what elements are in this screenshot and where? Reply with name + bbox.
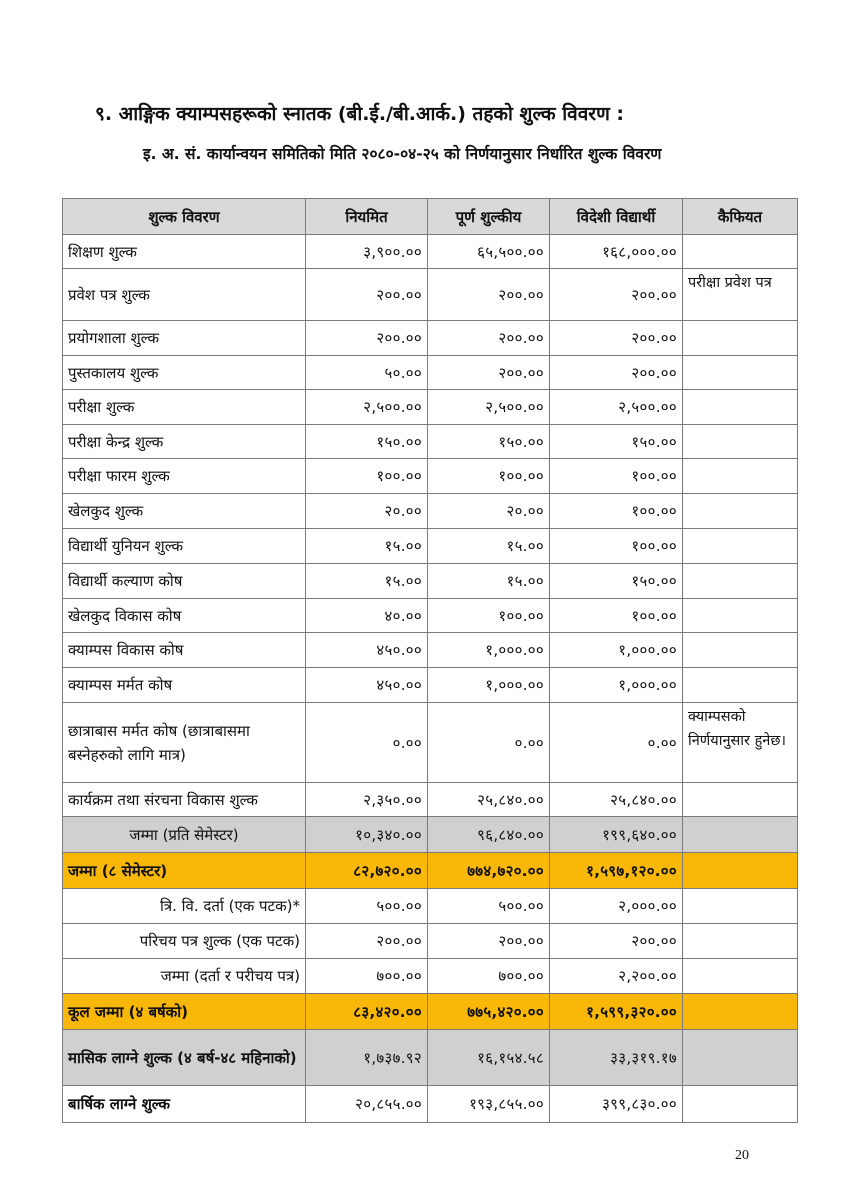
row-remarks <box>683 633 798 668</box>
grand-total-row <box>63 994 798 1030</box>
one-time-row <box>63 924 798 959</box>
one-time-full-fee: ५००.०० <box>428 889 550 924</box>
one-time-label: जम्मा (दर्ता र परीचय पत्र) <box>63 959 306 994</box>
monthly-regular: १,७३७.९२ <box>306 1030 428 1086</box>
header-foreign: विदेशी विद्यार्थी <box>550 199 683 235</box>
row-remarks <box>683 783 798 817</box>
table-row <box>63 235 798 269</box>
page-number: 20 <box>735 1148 749 1163</box>
fee-table <box>62 198 798 1123</box>
row-regular: १००.०० <box>306 459 428 494</box>
eight-semester-regular: ८२,७२०.०० <box>306 853 428 889</box>
one-time-full-fee: ७००.०० <box>428 959 550 994</box>
row-foreign: १५०.०० <box>550 564 683 599</box>
per-semester-full-fee: ९६,८४०.०० <box>428 817 550 853</box>
row-foreign: १६८,०००.०० <box>550 235 683 269</box>
per-semester-label: जम्मा (प्रति सेमेस्टर) <box>63 817 306 853</box>
one-time-regular: २००.०० <box>306 924 428 959</box>
row-foreign: २५,८४०.०० <box>550 783 683 817</box>
row-foreign: १,०००.०० <box>550 633 683 668</box>
row-foreign: १००.०० <box>550 529 683 564</box>
row-full-fee: १५.०० <box>428 529 550 564</box>
yearly-remarks <box>683 1086 798 1123</box>
per-semester-remarks <box>683 817 798 853</box>
table-row <box>63 390 798 425</box>
eight-semester-label: जम्मा (८ सेमेस्टर) <box>63 853 306 889</box>
row-label: कार्यक्रम तथा संरचना विकास शुल्क <box>63 783 306 817</box>
monthly-label: मासिक लाग्ने शुल्क (४ बर्ष-४८ महिनाको) <box>63 1030 306 1086</box>
row-regular: ४५०.०० <box>306 668 428 703</box>
one-time-row <box>63 889 798 924</box>
eight-semester-foreign: १,५९७,१२०.०० <box>550 853 683 889</box>
header-description: शुल्क विवरण <box>63 199 306 235</box>
grand-total-label: कूल जम्मा (४ बर्षको) <box>63 994 306 1030</box>
monthly-fee-row <box>63 1030 798 1086</box>
yearly-foreign: ३९९,८३०.०० <box>550 1086 683 1123</box>
row-regular: २,३५०.०० <box>306 783 428 817</box>
one-time-foreign: २,०००.०० <box>550 889 683 924</box>
monthly-remarks <box>683 1030 798 1086</box>
row-foreign: १,०००.०० <box>550 668 683 703</box>
table-row <box>63 529 798 564</box>
row-regular: २,५००.०० <box>306 390 428 425</box>
row-label: परीक्षा केन्द्र शुल्क <box>63 425 306 459</box>
eight-semester-remarks <box>683 853 798 889</box>
row-full-fee: २०.०० <box>428 494 550 529</box>
row-regular: २०.०० <box>306 494 428 529</box>
yearly-fee-row <box>63 1086 798 1123</box>
table-header-row <box>63 199 798 235</box>
row-full-fee: १००.०० <box>428 459 550 494</box>
row-remarks <box>683 356 798 390</box>
row-remarks: परीक्षा प्रवेश पत्र <box>683 269 798 321</box>
row-label: विद्यार्थी युनियन शुल्क <box>63 529 306 564</box>
one-time-foreign: २००.०० <box>550 924 683 959</box>
one-time-foreign: २,२००.०० <box>550 959 683 994</box>
row-label: पुस्तकालय शुल्क <box>63 356 306 390</box>
table-row <box>63 459 798 494</box>
row-full-fee: २,५००.०० <box>428 390 550 425</box>
row-regular: १५०.०० <box>306 425 428 459</box>
row-full-fee: १,०००.०० <box>428 633 550 668</box>
row-remarks <box>683 235 798 269</box>
yearly-full-fee: १९३,८५५.०० <box>428 1086 550 1123</box>
yearly-regular: २०,८५५.०० <box>306 1086 428 1123</box>
one-time-regular: ७००.०० <box>306 959 428 994</box>
row-label: क्याम्पस मर्मत कोष <box>63 668 306 703</box>
row-remarks <box>683 668 798 703</box>
eight-semester-full-fee: ७७४,७२०.०० <box>428 853 550 889</box>
table-row <box>63 633 798 668</box>
grand-total-full-fee: ७७५,४२०.०० <box>428 994 550 1030</box>
row-foreign: १००.०० <box>550 494 683 529</box>
row-full-fee: २५,८४०.०० <box>428 783 550 817</box>
row-remarks <box>683 564 798 599</box>
row-label: परीक्षा फारम शुल्क <box>63 459 306 494</box>
row-foreign: २००.०० <box>550 269 683 321</box>
per-semester-total-row <box>63 817 798 853</box>
row-regular: ५०.०० <box>306 356 428 390</box>
section-subheading: इ. अ. सं. कार्यान्वयन समितिको मिति २०८०-०४-२५ को निर्णयानुसार निर्धारित शुल्क विवरण <box>143 145 662 163</box>
table-row <box>63 494 798 529</box>
row-foreign: १५०.०० <box>550 425 683 459</box>
row-label: विद्यार्थी कल्याण कोष <box>63 564 306 599</box>
one-time-regular: ५००.०० <box>306 889 428 924</box>
row-label: खेलकुद शुल्क <box>63 494 306 529</box>
table-row <box>63 783 798 817</box>
yearly-label: बार्षिक लाग्ने शुल्क <box>63 1086 306 1123</box>
row-regular: १५.०० <box>306 529 428 564</box>
row-remarks <box>683 529 798 564</box>
row-regular: २००.०० <box>306 321 428 356</box>
table-row <box>63 599 798 633</box>
row-label: क्याम्पस विकास कोष <box>63 633 306 668</box>
row-foreign: २००.०० <box>550 321 683 356</box>
row-remarks <box>683 425 798 459</box>
row-regular: ०.०० <box>306 703 428 783</box>
row-full-fee: २००.०० <box>428 269 550 321</box>
row-remarks <box>683 599 798 633</box>
grand-total-foreign: १,५९९,३२०.०० <box>550 994 683 1030</box>
per-semester-foreign: १९९,६४०.०० <box>550 817 683 853</box>
table-row <box>63 356 798 390</box>
section-heading: ९. आङ्गिक क्याम्पसहरूको स्नातक (बी.ई./बी.आर्क.) तहको शुल्क विवरण : <box>95 103 625 125</box>
row-remarks <box>683 321 798 356</box>
row-full-fee: १५०.०० <box>428 425 550 459</box>
row-foreign: २००.०० <box>550 356 683 390</box>
grand-total-regular: ८३,४२०.०० <box>306 994 428 1030</box>
row-label: परीक्षा शुल्क <box>63 390 306 425</box>
row-foreign: २,५००.०० <box>550 390 683 425</box>
eight-semester-total-row <box>63 853 798 889</box>
header-remarks: कैफियत <box>683 199 798 235</box>
row-foreign: ०.०० <box>550 703 683 783</box>
one-time-label: त्रि. वि. दर्ता (एक पटक)* <box>63 889 306 924</box>
one-time-remarks <box>683 959 798 994</box>
row-label: प्रयोगशाला शुल्क <box>63 321 306 356</box>
row-regular: २००.०० <box>306 269 428 321</box>
one-time-remarks <box>683 889 798 924</box>
table-row <box>63 703 798 783</box>
grand-total-remarks <box>683 994 798 1030</box>
row-regular: ४५०.०० <box>306 633 428 668</box>
row-remarks <box>683 494 798 529</box>
header-full-fee: पूर्ण शुल्कीय <box>428 199 550 235</box>
row-label: शिक्षण शुल्क <box>63 235 306 269</box>
row-foreign: १००.०० <box>550 599 683 633</box>
table-row <box>63 564 798 599</box>
row-full-fee: २००.०० <box>428 356 550 390</box>
row-label: प्रवेश पत्र शुल्क <box>63 269 306 321</box>
table-row <box>63 321 798 356</box>
row-full-fee: ६५,५००.०० <box>428 235 550 269</box>
row-full-fee: १५.०० <box>428 564 550 599</box>
row-regular: १५.०० <box>306 564 428 599</box>
row-full-fee: १,०००.०० <box>428 668 550 703</box>
row-remarks: क्याम्पसको निर्णयानुसार हुनेछ। <box>683 703 798 783</box>
one-time-remarks <box>683 924 798 959</box>
one-time-label: परिचय पत्र शुल्क (एक पटक) <box>63 924 306 959</box>
row-full-fee: १००.०० <box>428 599 550 633</box>
row-full-fee: ०.०० <box>428 703 550 783</box>
monthly-full-fee: १६,१५४.५८ <box>428 1030 550 1086</box>
row-label: खेलकुद विकास कोष <box>63 599 306 633</box>
row-regular: ४०.०० <box>306 599 428 633</box>
header-regular: नियमित <box>306 199 428 235</box>
row-label: छात्राबास मर्मत कोष (छात्राबासमा बस्नेहरुको लागि मात्र) <box>63 703 306 783</box>
one-time-full-fee: २००.०० <box>428 924 550 959</box>
per-semester-regular: १०,३४०.०० <box>306 817 428 853</box>
row-foreign: १००.०० <box>550 459 683 494</box>
table-row <box>63 668 798 703</box>
row-full-fee: २००.०० <box>428 321 550 356</box>
row-remarks <box>683 390 798 425</box>
row-regular: ३,९००.०० <box>306 235 428 269</box>
table-row <box>63 269 798 321</box>
table-row <box>63 425 798 459</box>
one-time-row <box>63 959 798 994</box>
row-remarks <box>683 459 798 494</box>
monthly-foreign: ३३,३१९.१७ <box>550 1030 683 1086</box>
